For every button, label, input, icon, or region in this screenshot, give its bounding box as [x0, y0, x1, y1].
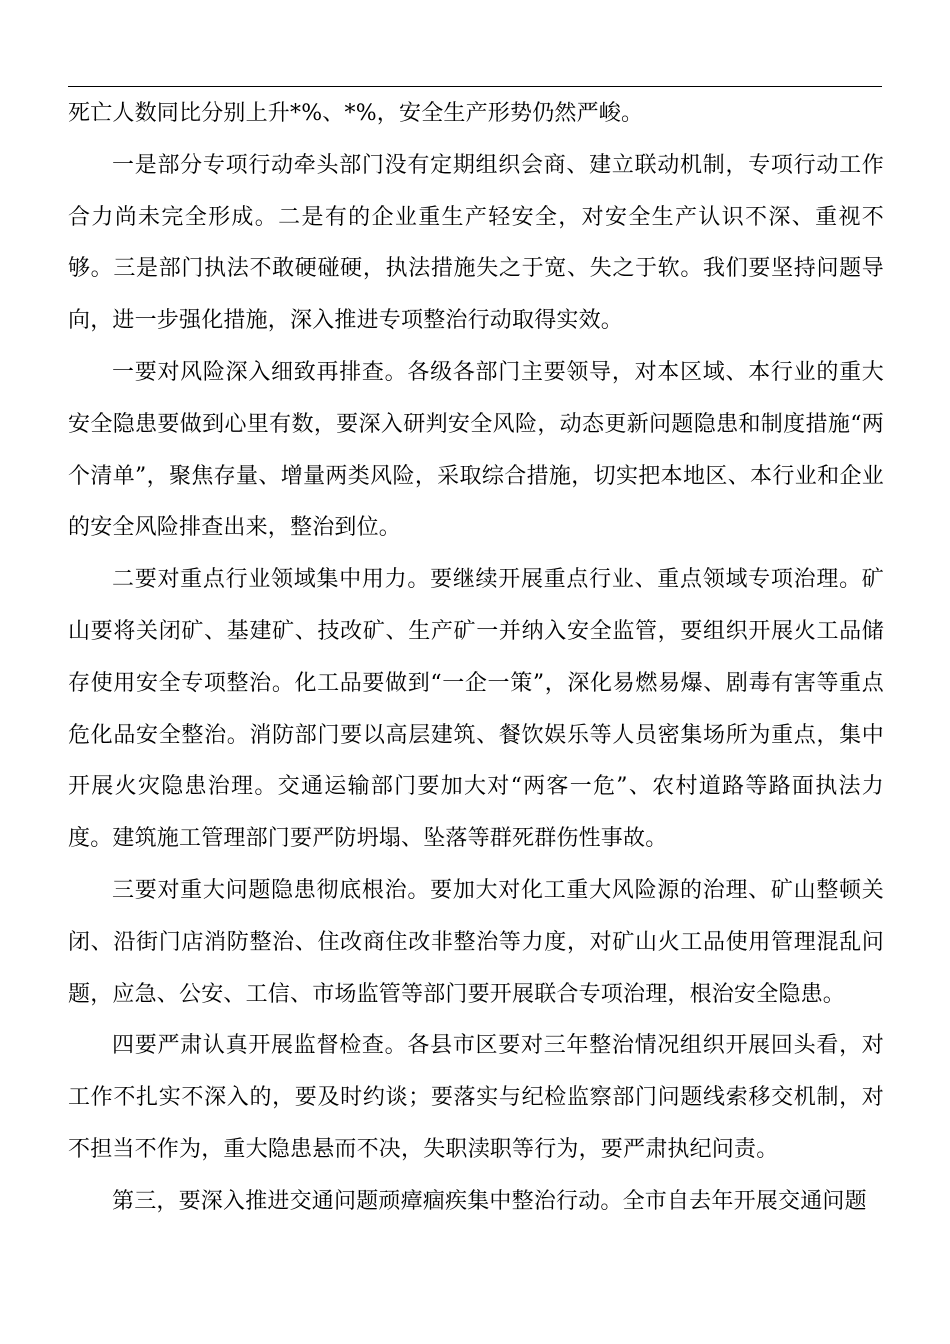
paragraph-continuation: 死亡人数同比分别上升*%、*%，安全生产形势仍然严峻。: [68, 101, 644, 126]
document-body: [68, 88, 884, 1228]
paragraph-key-industries: 二要对重点行业领域集中用力。要继续开展重点行业、重点领域专项治理。矿山要将关闭矿、基建矿、技改矿、生产矿一并纳入安全监管，要组织开展火工品储存使用安全专项整治。化工品要做到“一企一策”，深化易燃易爆、剧毒有害等重点危化品安全整治。消防部门要以高层建筑、餐饮娱乐等人员密集场所为重点，集中开展火灾隐患治理。交通运输部门要加大对“两客一危”、农村道路等路面执法力度。建筑施工管理部门要严防坍塌、坠落等群死群伤性事故。: [68, 567, 884, 852]
paragraph-supervision: 四要严肃认真开展监督检查。各县市区要对三年整治情况组织开展回头看，对工作不扎实不深入的，要及时约谈；要落实与纪检监察部门问题线索移交机制，对不担当不作为，重大隐患悬而不决，失职渎职等行为，要严肃执纪问责。: [68, 1033, 884, 1162]
paragraph-traffic-section: 第三，要深入推进交通问题顽瘴痼疾集中整治行动。全市自去年开展交通问题: [112, 1188, 867, 1214]
paragraph-problems: 一是部分专项行动牵头部门没有定期组织会商、建立联动机制，专项行动工作合力尚未完全形成。二是有的企业重生产轻安全，对安全生产认识不深、重视不够。三是部门执法不敢硬碰硬，执法措施失之于宽、失之于软。我们要坚持问题导向，进一步强化措施，深入推进专项整治行动取得实效。: [68, 152, 884, 334]
header-rule: [68, 86, 882, 87]
paragraph-hazard-remediation: 三要对重大问题隐患彻底根治。要加大对化工重大风险源的治理、矿山整顿关闭、沿街门店消防整治、住改商住改非整治等力度，对矿山火工品使用管理混乱问题，应急、公安、工信、市场监管等部门要开展联合专项治理，根治安全隐患。: [68, 877, 884, 1007]
paragraph-risk-inspection: 一要对风险深入细致再排查。各级各部门主要领导，对本区域、本行业的重大安全隐患要做到心里有数，要深入研判安全风险，动态更新问题隐患和制度措施“两个清单”，聚焦存量、增量两类风险，采取综合措施，切实把本地区、本行业和企业的安全风险排查出来，整治到位。: [68, 359, 884, 541]
